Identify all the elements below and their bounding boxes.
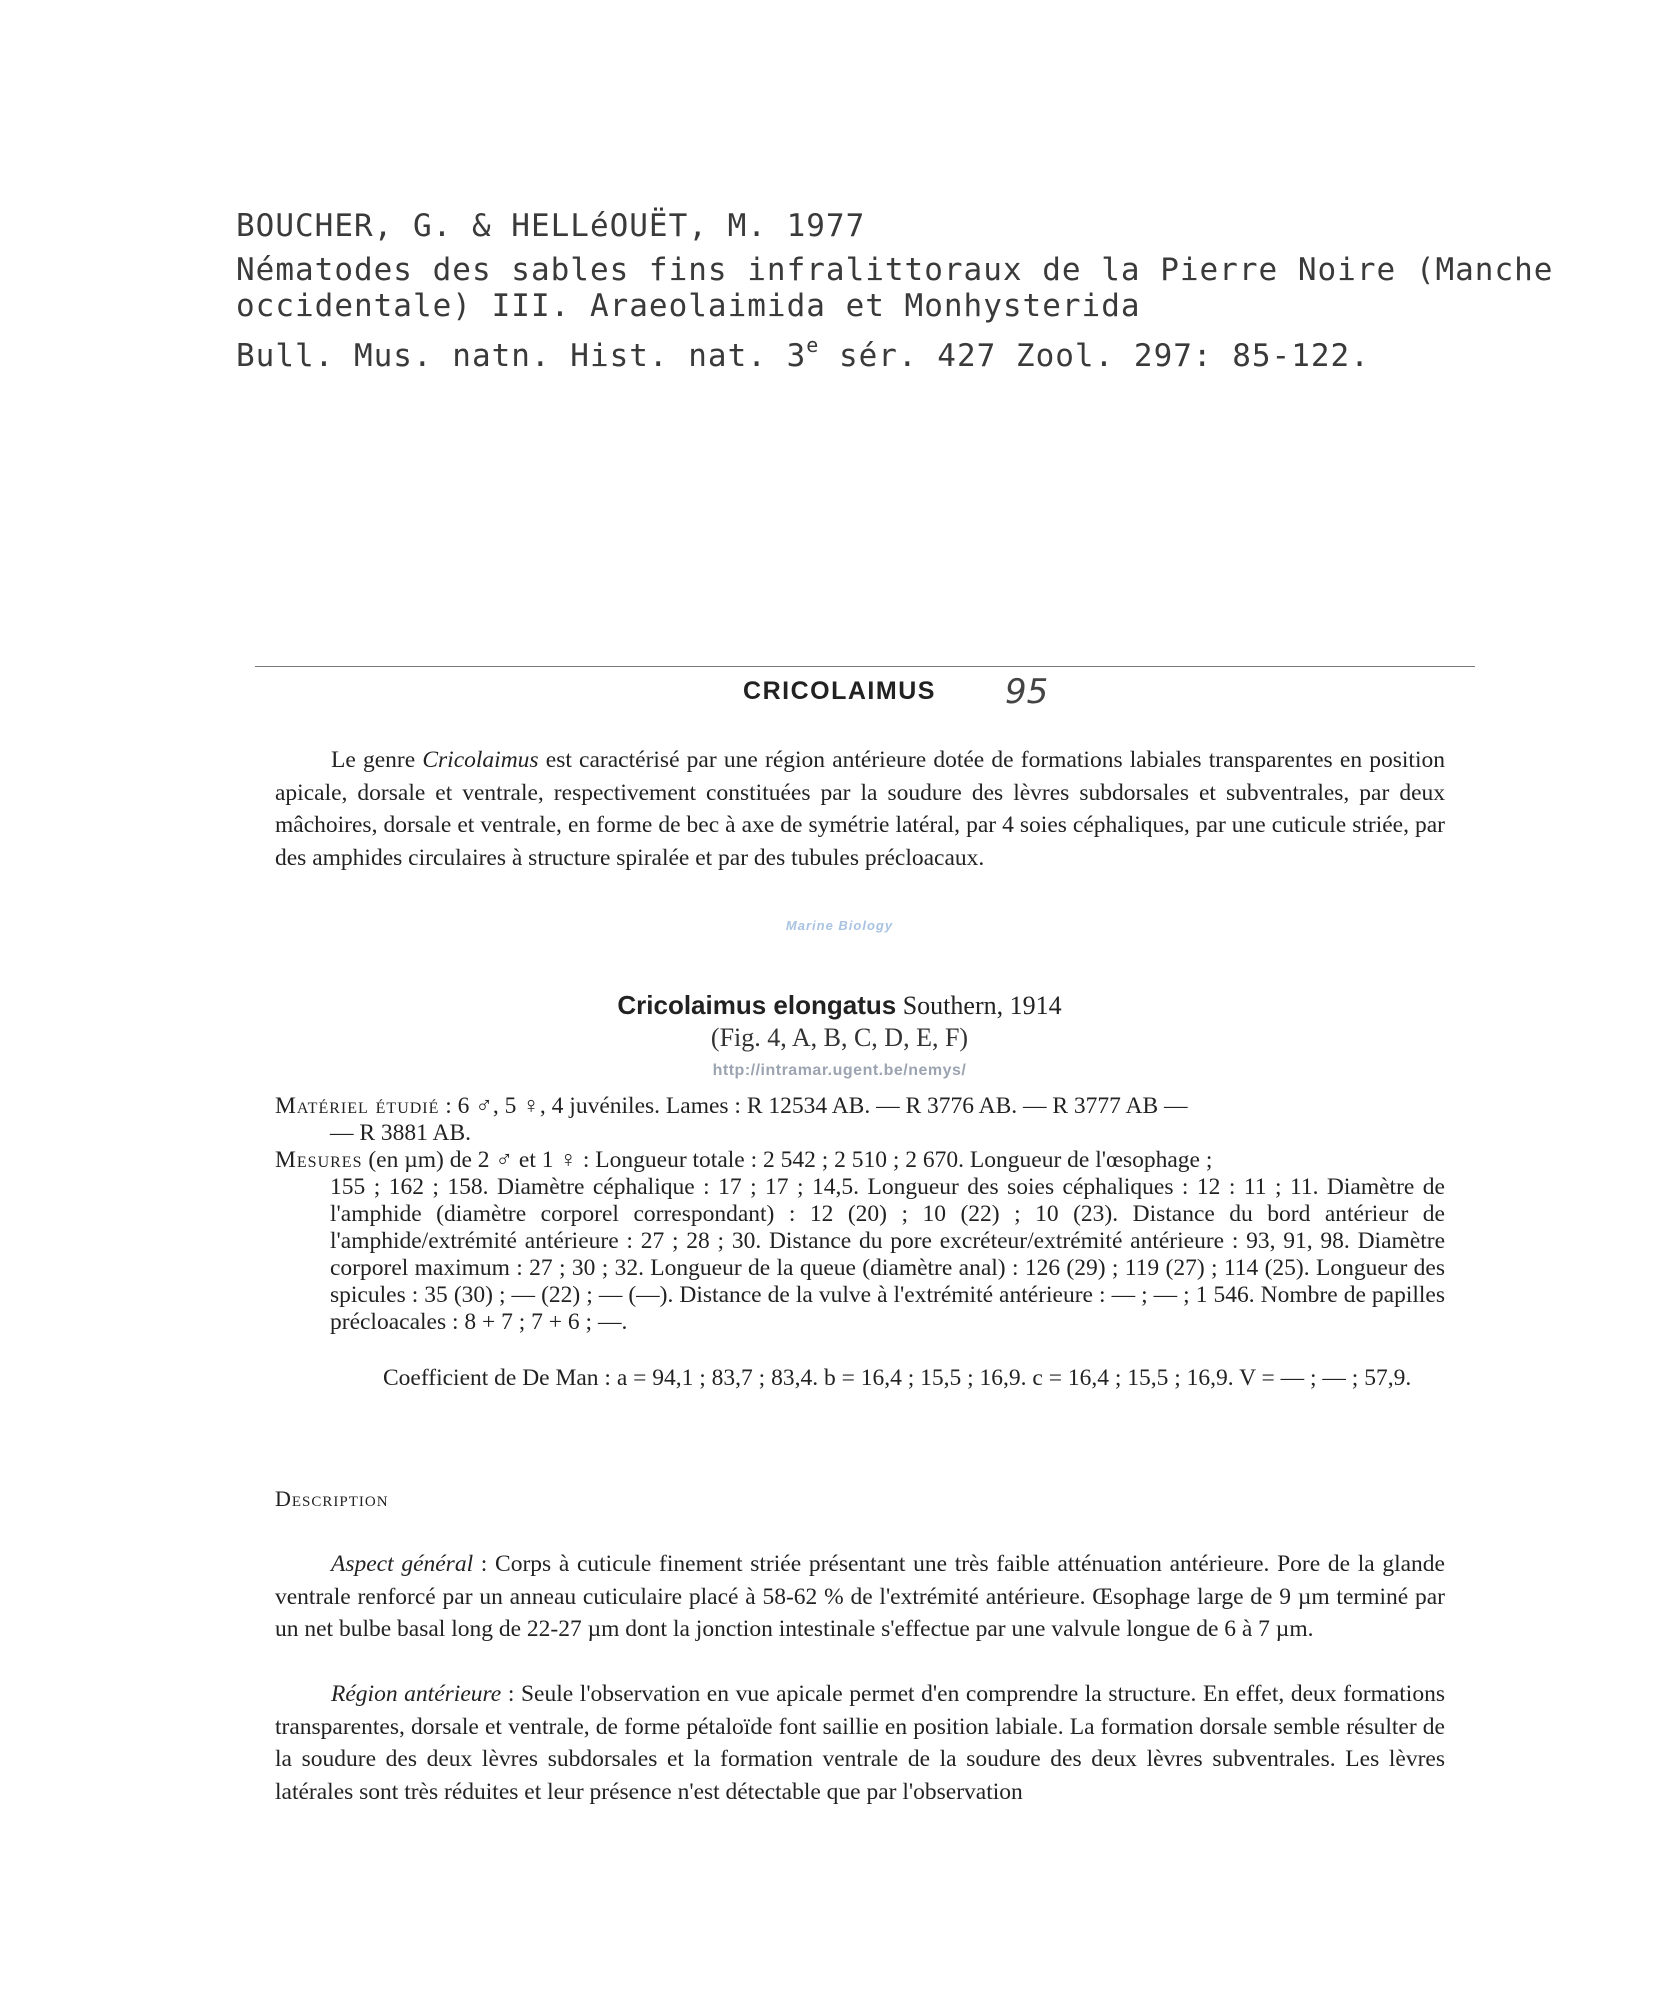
materiel-text: : 6 ♂, 5 ♀, 4 juvéniles. Lames : R 12534 AB. — R 3776 AB. — R 3777 AB — xyxy=(439,1093,1188,1119)
citation-block xyxy=(236,208,1656,374)
species-name: Cricolaimus elongatus xyxy=(617,990,897,1020)
citation-ref-prefix: Bull. Mus. natn. Hist. nat. 3 xyxy=(236,338,807,374)
aspect-general-paragraph xyxy=(275,1548,1445,1646)
mesures-continuation: 155 ; 162 ; 158. Diamètre céphalique : 17 ; 17 ; 14,5. Longueur des soies céphaliques : 12 : 11 ; 11. Diamètre de l'amphide (diamètre corporel correspondant) : 12 (20) ; 10 (22) ; 10 (23). Distance du bord antérieur de l'amphide/extrémité antérieure : 27 ; 28 ; 30. Distance du pore excréteur/extrémité antérieure : 93, 91, 98. Diamètre corporel maximum : 27 ; 30 ; 32. Longueur de la queue (diamètre anal) : 126 (29) ; 119 (27) ; 114 (25). Longueur des spicules : 35 (30) ; — (22) ; — (—). Distance de la vulve à l'extrémité antérieure : — ; — ; 1 546. Nombre de papilles précloacales : 8 + 7 ; 7 + 6 ; —. xyxy=(330,1174,1445,1335)
materiel-label: Matériel étudié xyxy=(275,1093,440,1119)
region-text: : Seule l'observation en vue apicale permet d'en comprendre la structure. En effet, deux formations transparentes, dorsale et ventrale, de forme pétaloïde font saillie en position labiale. La formation dorsale semble résulter de la soudure des deux lèvres subdorsales et la formation ventrale de la soudure des deux lèvres subventrales. Les lèvres latérales sont très réduites et leur présence n'est détectable que par l'observation xyxy=(275,1681,1445,1805)
citation-reference xyxy=(236,333,1656,374)
citation-title-line-1: Nématodes des sables fins infralittoraux de la Pierre Noire (Manche xyxy=(236,252,1554,288)
handwritten-page-number: 95 xyxy=(1005,672,1049,712)
citation-title-line-2: occidentale) III. Araeolaimida et Monhysterida xyxy=(236,288,1141,324)
species-authority: Southern, 1914 xyxy=(896,991,1062,1020)
watermark xyxy=(0,918,1679,933)
citation-authors: BOUCHER, G. & HELLéOUËT, M. 1977 xyxy=(236,208,866,244)
materiel-continuation: — R 3881 AB. xyxy=(330,1120,472,1146)
watermark-url: http://intramar.ugent.be/nemys/ xyxy=(712,1062,967,1079)
mesures-text: (en µm) de 2 ♂ et 1 ♀ : Longueur totale : 2 542 ; 2 510 ; 2 670. Longueur de l'œsophage ; xyxy=(362,1147,1213,1173)
mesures-entry xyxy=(275,1147,1445,1336)
watermark-logo: Marine Biology xyxy=(785,918,894,933)
species-figure-ref: (Fig. 4, A, B, C, D, E, F) xyxy=(710,1023,969,1052)
citation-ref-suffix: sér. 427 Zool. 297: 85-122. xyxy=(819,338,1370,374)
mesures-label: Mesures xyxy=(275,1147,363,1173)
genus-heading: CRICOLAIMUS xyxy=(743,677,936,705)
region-label: Région antérieure xyxy=(331,1681,502,1707)
region-anterieure-paragraph xyxy=(275,1678,1445,1808)
intro-text-after: est caractérisé par une région antérieure dotée de formations labiales transparentes en position apicale, dorsale et ventrale, respectivement constituées par la soudure des lèvres subdorsales et subventrales, par deux mâchoires, dorsale et ventrale, en forme de bec à axe de symétrie latéral, par 4 soies céphaliques, par une cuticule striée, par des amphides circulaires à structure spiralée et par des tubules précloacaux. xyxy=(275,747,1445,871)
intro-text-before: Le genre xyxy=(331,747,423,773)
materiel-entry xyxy=(275,1093,1445,1147)
header-rule xyxy=(255,666,1475,667)
intro-genus-name: Cricolaimus xyxy=(422,747,539,773)
genus-description-paragraph xyxy=(275,744,1445,874)
species-title xyxy=(0,990,1679,1021)
description-heading: Description xyxy=(275,1486,389,1511)
aspect-label: Aspect général xyxy=(331,1551,474,1577)
aspect-text: : Corps à cuticule finement striée présentant une très faible atténuation antérieure. Pore de la glande ventrale renforcé par un anneau cuticulaire placé à 58-62 % de l'extrémité antérieure. Œsophage large de 9 µm terminé par un net bulbe basal long de 22-27 µm dont la jonction intestinale s'effectue par une valvule longue de 6 à 7 µm. xyxy=(275,1551,1445,1642)
de-man-coefficients: Coefficient de De Man : a = 94,1 ; 83,7 ; 83,4. b = 16,4 ; 15,5 ; 16,9. c = 16,4 ; 15,5 ; 16,9. V = — ; — ; 57,9. xyxy=(383,1365,1412,1391)
citation-ref-superscript: e xyxy=(806,333,820,357)
